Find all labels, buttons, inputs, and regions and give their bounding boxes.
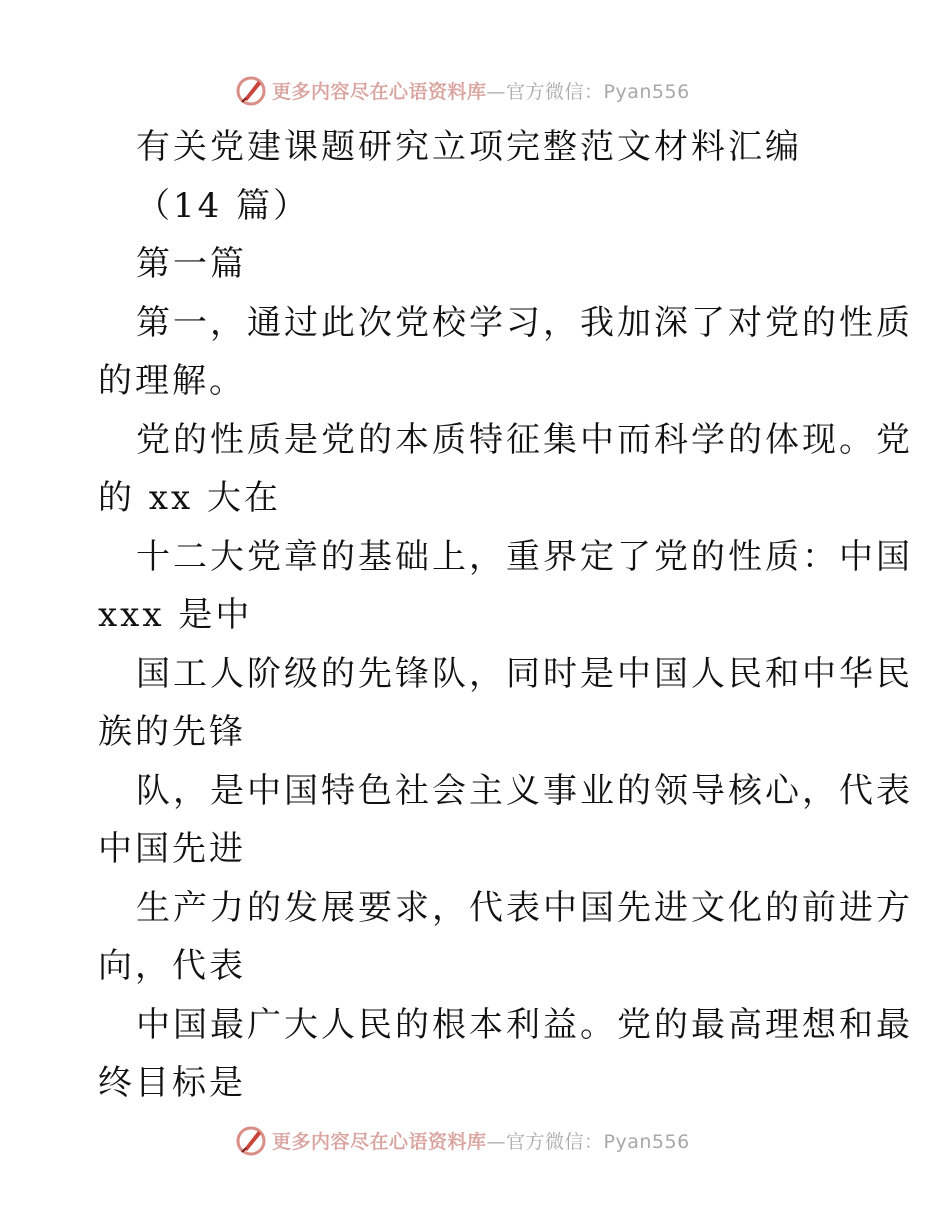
watermark-contact-text: 官方微信：Pyan556 [506, 1130, 690, 1153]
header-watermark [234, 73, 690, 107]
paragraph-line: xxx 是中 [98, 595, 253, 635]
paragraph-line: 十二大党章的基础上，重界定了党的性质：中国 [136, 536, 913, 577]
watermark-separator: — [486, 1130, 507, 1153]
quill-pen-logo-icon [234, 73, 268, 107]
section-heading: 第一篇 [136, 244, 247, 284]
paragraph-line: 向，代表 [98, 946, 246, 986]
watermark-brand-text: 更多内容尽在心语资料库 [272, 80, 487, 103]
paragraph-line: 终目标是 [98, 1063, 246, 1103]
watermark-contact-text: 官方微信：Pyan556 [506, 80, 690, 103]
paragraph-line: 生产力的发展要求，代表中国先进文化的前进方 [136, 887, 913, 928]
paragraph-line: 中国最广大人民的根本利益。党的最高理想和最 [136, 1004, 913, 1045]
paragraph-line: 的理解。 [98, 361, 246, 401]
document-title: 有关党建课题研究立项完整范文材料汇编 [136, 127, 802, 167]
watermark-brand-text: 更多内容尽在心语资料库 [272, 1130, 487, 1153]
document-body [98, 118, 913, 1113]
paragraph-line: 队，是中国特色社会主义事业的领导核心，代表 [136, 770, 913, 811]
paragraph-line: 中国先进 [98, 829, 246, 869]
quill-pen-logo-icon [234, 1123, 268, 1157]
paragraph-line: 族的先锋 [98, 712, 246, 752]
footer-watermark [234, 1123, 690, 1157]
watermark-separator: — [486, 80, 507, 103]
paragraph-line: 第一，通过此次党校学习，我加深了对党的性质 [136, 302, 913, 343]
paragraph-line: 的 xx 大在 [98, 478, 281, 518]
document-subtitle: （14 篇） [136, 185, 311, 226]
paragraph-line: 党的性质是党的本质特征集中而科学的体现。党 [136, 419, 913, 460]
paragraph-line: 国工人阶级的先锋队，同时是中国人民和中华民 [136, 653, 913, 694]
